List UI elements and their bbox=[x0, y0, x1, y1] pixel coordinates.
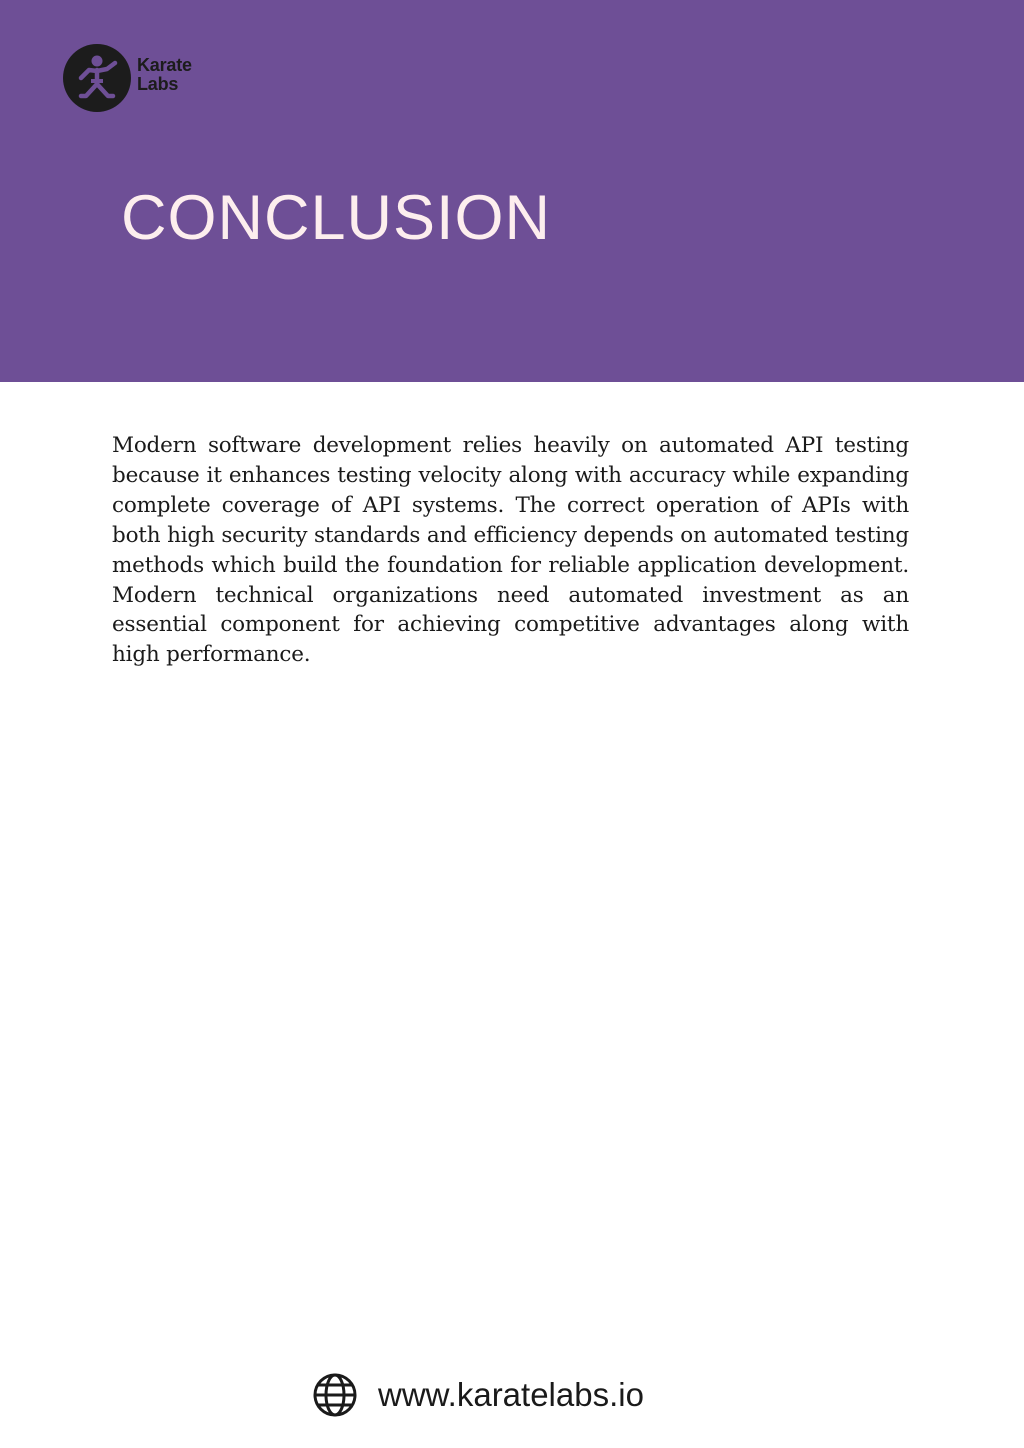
brand-name-line1: Karate bbox=[137, 55, 192, 75]
globe-icon bbox=[312, 1372, 358, 1418]
karate-figure-icon bbox=[63, 44, 131, 112]
website-link[interactable]: www.karatelabs.io bbox=[378, 1376, 644, 1413]
brand-name-line2: Labs bbox=[137, 74, 179, 94]
brand-name bbox=[137, 56, 192, 94]
header-banner bbox=[0, 0, 1024, 382]
page-title: CONCLUSION bbox=[121, 183, 552, 253]
brand-logo[interactable] bbox=[63, 44, 192, 112]
footer bbox=[312, 1372, 644, 1418]
conclusion-paragraph: Modern software development relies heavily on automated API testing because it enhances testing velocity along with accuracy while expanding complete coverage of API systems. The correct operation of APIs with both high security standards and efficiency depends on automated testing methods which build the foundation for reliable application development. Modern technical organizations need automated investment as an essential component for achieving competitive advantages along with high performance. bbox=[112, 433, 909, 668]
